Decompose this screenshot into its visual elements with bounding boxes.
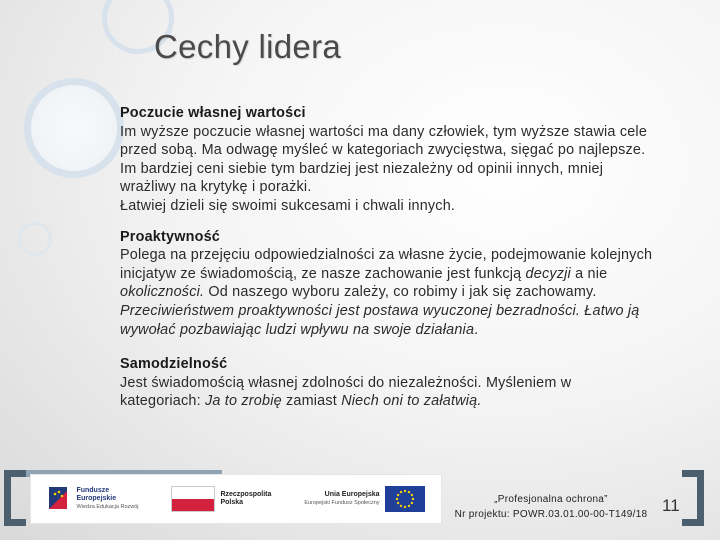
emphasis-text: Niech oni to załatwią. <box>341 393 482 410</box>
text-run: inicjatyw ze świadomością, ze nasze zachowanie jest funkcją <box>120 265 526 282</box>
logo-unia-europejska <box>304 486 424 512</box>
eu-flag-icon <box>385 486 425 512</box>
section-heading-independence: Samodzielność <box>120 356 228 373</box>
logo-text-line: Polska <box>220 499 244 506</box>
logo-text-line: Rzeczpospolita <box>220 491 272 498</box>
text-run: Od naszego wyboru zależy, co robimy i jak się zachowamy. <box>204 284 597 301</box>
slide-content <box>120 104 700 423</box>
body-line <box>120 392 700 411</box>
logo-subtext: Wiedza Edukacja Rozwój <box>76 504 139 510</box>
body-line <box>120 265 700 284</box>
footer-bracket-left <box>4 470 26 526</box>
logo-subtext: Europejski Fundusz Społeczny <box>304 500 380 506</box>
polish-flag-icon <box>171 486 215 512</box>
footer-bracket-right <box>682 470 704 526</box>
text-run: . <box>474 321 479 338</box>
logo-text-line: Fundusze <box>76 487 110 494</box>
emphasis-text: wywołać pozbawiając ludzi wpływu na swoje działania <box>120 321 475 338</box>
emphasis-text: Ja to zrobię <box>205 393 282 410</box>
text-run: a nie <box>570 265 608 282</box>
section-proactivity <box>120 228 700 340</box>
section-heading-self-esteem: Poczucie własnej wartości <box>120 105 306 121</box>
body-line: Polega na przejęciu odpowiedzialności za własne życie, podejmowanie kolejnych <box>120 247 653 264</box>
decorative-circle-large <box>24 78 124 178</box>
project-number: Nr projektu: POWR.03.01.00-00-T149/18 <box>454 509 648 520</box>
logo-fundusze-europejskie <box>47 485 138 513</box>
body-line: Jest świadomością własnej zdolności do niezależności. Myśleniem w <box>120 374 572 391</box>
project-name: „Profesjonalna ochrona” <box>494 494 608 505</box>
footer-project-info <box>446 492 656 522</box>
slide-title: Cechy lidera <box>154 28 342 65</box>
emphasis-text: okoliczności. <box>120 284 205 301</box>
section-independence <box>120 355 700 411</box>
body-line: Im bardziej ceni siebie tym bardziej jest niezależny od opinii innych, mniej <box>120 160 604 177</box>
emphasis-text: Przeciwieństwem proaktywności jest postawa wyuczonej bezradności. Łatwo ją <box>120 302 640 319</box>
decorative-circle-tiny <box>18 222 52 256</box>
text-run: kategoriach: <box>120 393 205 410</box>
body-line: Łatwiej dzieli się swoimi sukcesami i chwali innych. <box>120 197 456 214</box>
logo-rzeczpospolita-polska <box>171 486 271 512</box>
section-self-esteem <box>120 104 700 216</box>
page-number: 11 <box>662 496 680 515</box>
section-heading-proactivity: Proaktywność <box>120 228 220 245</box>
body-line <box>120 321 700 340</box>
body-line: Im wyższe poczucie własnej wartości ma dany człowiek, tym wyższe stawia cele <box>120 123 648 140</box>
body-line: przed sobą. Ma odwagę myśleć w kategoriach zwycięstwa, sięgać po najlepsze. <box>120 142 646 159</box>
body-line <box>120 283 700 302</box>
footer-logo-strip <box>30 474 442 524</box>
fundusze-europejskie-icon <box>47 485 71 513</box>
logo-text-line: Europejskie <box>76 495 117 502</box>
text-run: zamiast <box>281 393 342 410</box>
logo-text-line: Unia Europejska <box>324 491 380 498</box>
body-line: wrażliwy na krytykę i porażki. <box>120 179 312 196</box>
body-line <box>120 302 700 321</box>
emphasis-text: decyzji <box>525 265 571 282</box>
